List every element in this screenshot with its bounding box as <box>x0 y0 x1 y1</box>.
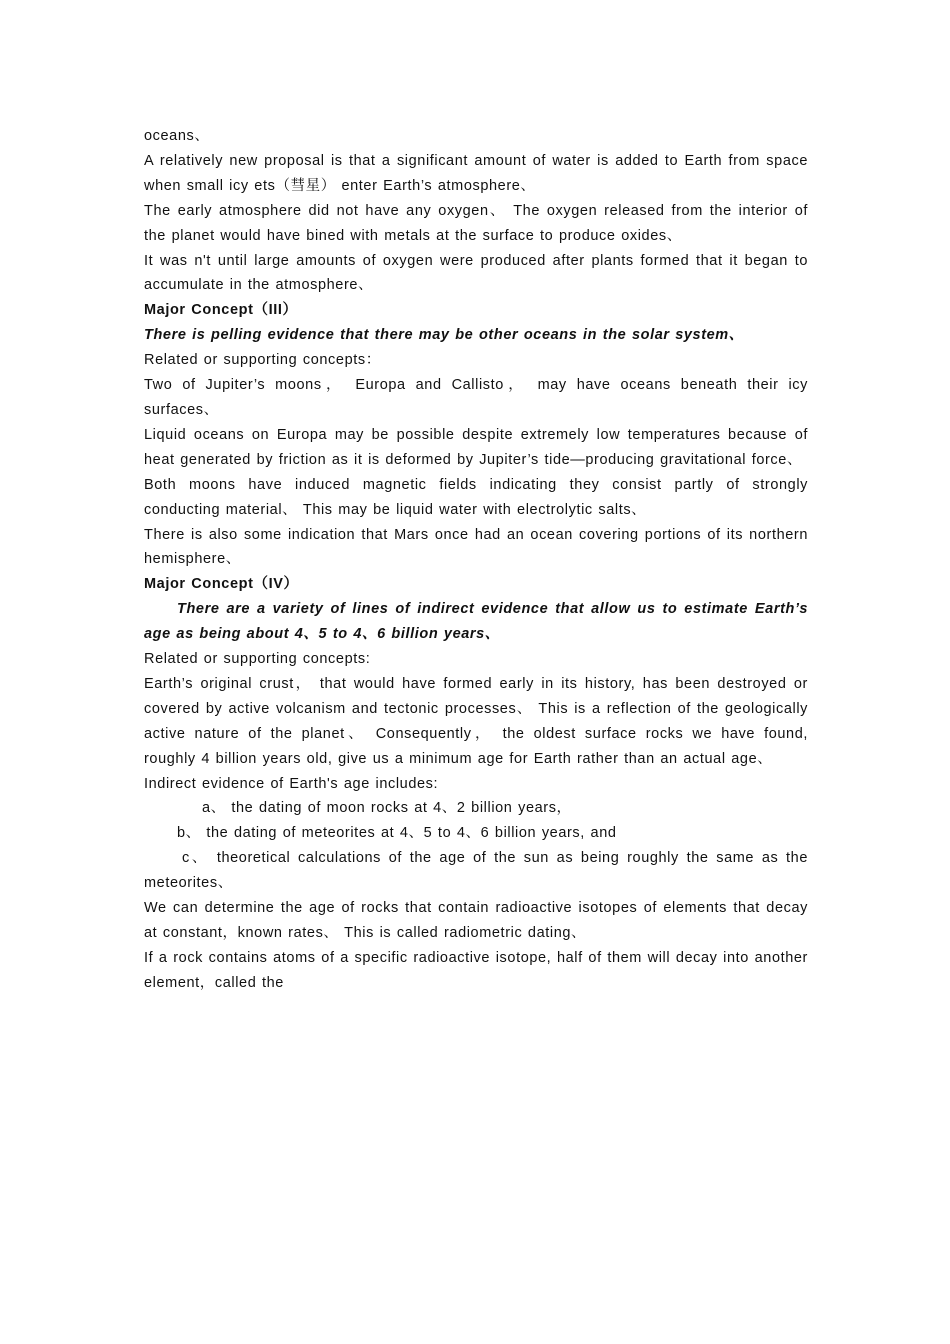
paragraph: Related or supporting concepts: <box>144 651 371 668</box>
list-item-a: a、 the dating of moon rocks at 4、2 billion years， <box>202 800 572 817</box>
section-heading: Major Concept（IV） <box>144 576 299 593</box>
list-item-c: c、 theoretical calculations of the age of the sun as being roughly the same as the meteorites、 <box>144 850 808 892</box>
paragraph: Earth’s original crust， that would have formed early in its history, has been destroyed or covered by active volcanism and tectonic processes、 This is a reflection of the geologically active nature of the planet、 Consequently， the oldest surface rocks we have found, roughly 4 billion years old, give us a minimum age for Earth rather than an actual age、 <box>144 675 808 767</box>
paragraph: Indirect evidence of Earth's age includes: <box>144 775 439 792</box>
paragraph: oceans、 <box>144 128 210 144</box>
paragraph: Both moons have induced magnetic fields indicating they consist partly of strongly conducting material、 This may be liquid water with electrolytic salts、 <box>144 476 808 518</box>
paragraph: The early atmosphere did not have any oxygen、 The oxygen released from the interior of the planet would have bined with metals at the surface to produce oxides、 <box>144 202 808 244</box>
document-page <box>144 124 808 996</box>
major-concept-statement: There are a variety of lines of indirect evidence that allow us to estimate Earth’s age as being about 4、5 to 4、6 billion years、 <box>144 601 808 643</box>
paragraph: Two of Jupiter’s moons， Europa and Callisto， may have oceans beneath their icy surfaces、 <box>144 377 808 418</box>
major-concept-statement: There is pelling evidence that there may be other oceans in the solar system、 <box>144 327 744 344</box>
paragraph: Liquid oceans on Europa may be possible despite extremely low temperatures because of heat generated by friction as it is deformed by Jupiter’s tide—producing gravitational force、 <box>144 426 808 468</box>
paragraph: If a rock contains atoms of a specific radioactive isotope, half of them will decay into another element，called the <box>144 949 808 991</box>
paragraph: A relatively new proposal is that a significant amount of water is added to Earth from space when small icy ets（彗星） enter Earth’s atmosphere、 <box>144 152 808 194</box>
section-heading: Major Concept（III） <box>144 302 298 319</box>
paragraph: It was n't until large amounts of oxygen were produced after plants formed that it began to accumulate in the atmosphere、 <box>144 252 808 294</box>
paragraph: Related or supporting concepts： <box>144 352 381 369</box>
paragraph: We can determine the age of rocks that contain radioactive isotopes of elements that decay at constant，known rates、 This is called radiometric dating、 <box>144 900 808 941</box>
list-item-b: b、 the dating of meteorites at 4、5 to 4、6 billion years, and <box>177 825 617 842</box>
paragraph: There is also some indication that Mars once had an ocean covering portions of its northern hemisphere、 <box>144 526 808 568</box>
